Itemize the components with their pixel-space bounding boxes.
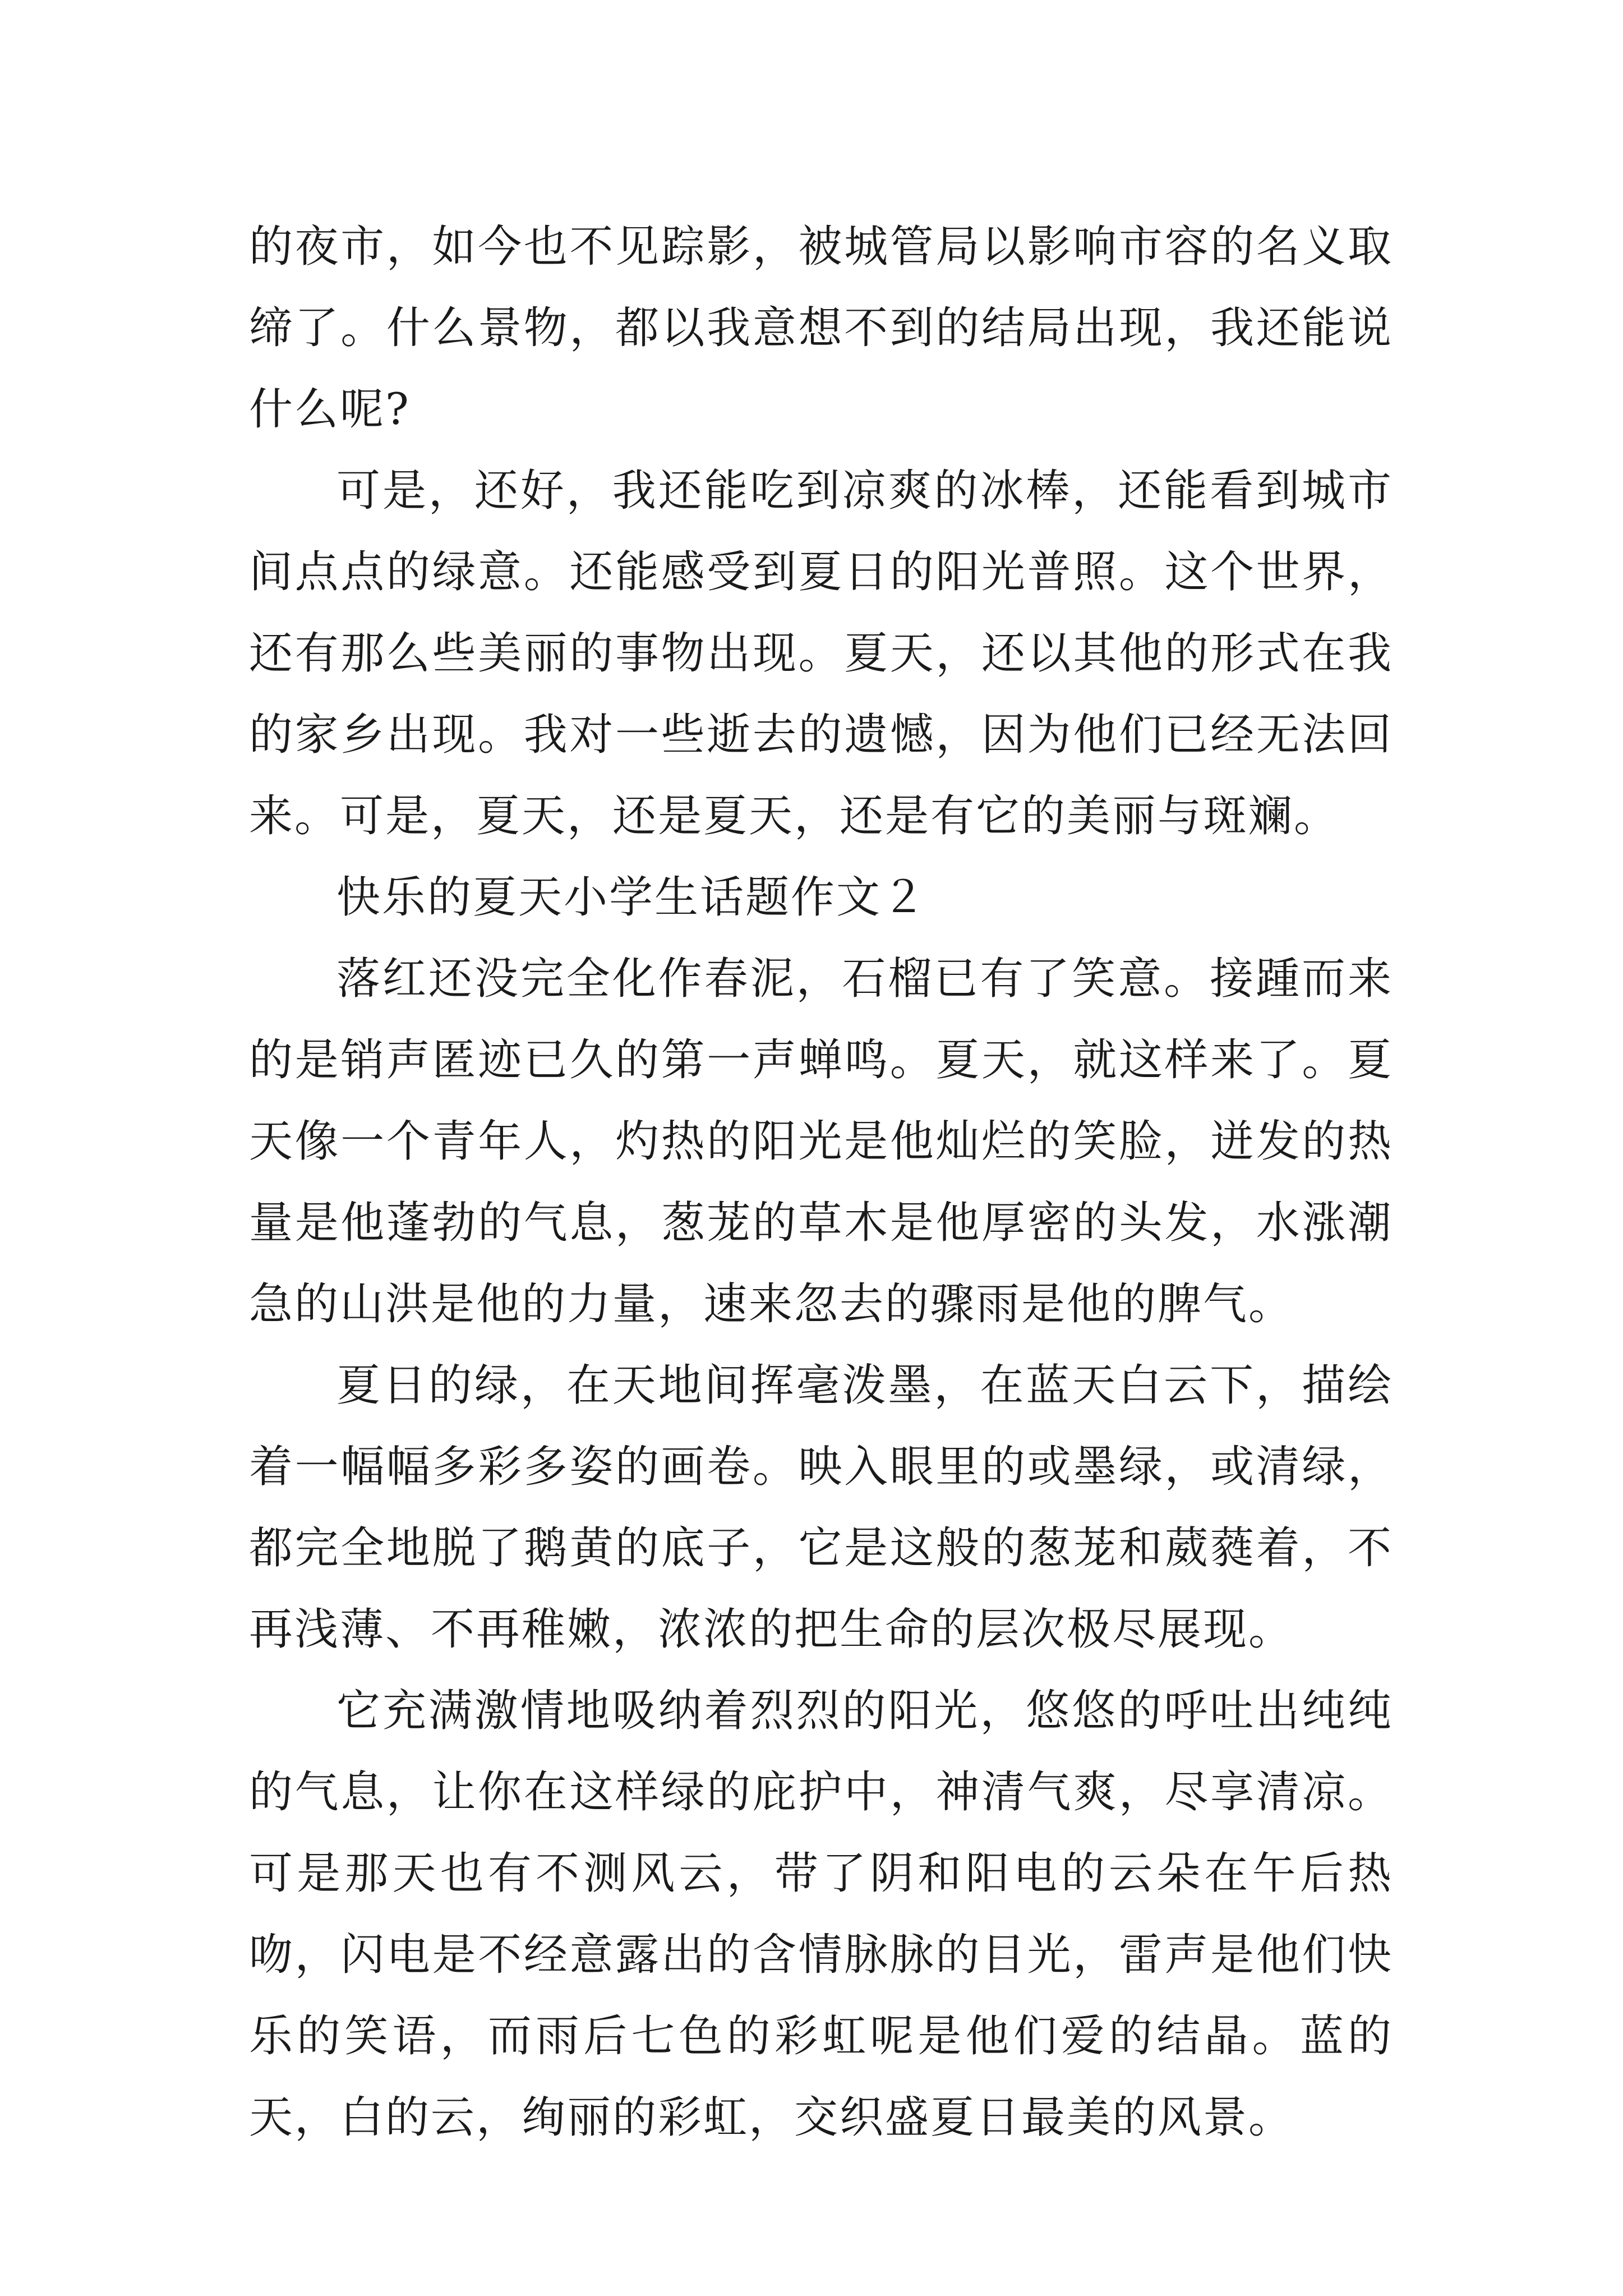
paragraph: 落红还没完全化作春泥，石榴已有了笑意。接踵而来的是销声匿迹已久的第一声蝉鸣。夏天，就这样来了。夏天像一个青年人，灼热的阳光是他灿烂的笑脸，迸发的热量是他蓬勃的气息，葱茏的草木是他厚密的头发，水涨潮急的山洪是他的力量，速来忽去的骤雨是他的脾气。 bbox=[249, 954, 1393, 1329]
paragraph: 可是，还好，我还能吃到凉爽的冰棒，还能看到城市间点点的绿意。还能感受到夏日的阳光普照。这个世界，还有那么些美丽的事物出现。夏天，还以其他的形式在我的家乡出现。我对一些逝去的遗憾，因为他们已经无法回来。可是，夏天，还是夏天，还是有它的美丽与斑斓。 bbox=[249, 466, 1393, 841]
paragraph-continuation: 的夜市，如今也不见踪影，被城管局以影响市容的名义取缔了。什么景物，都以我意想不到的结局出现，我还能说什么呢? bbox=[249, 222, 1393, 435]
paragraph: 夏日的绿，在天地间挥毫泼墨，在蓝天白云下，描绘着一幅幅多彩多姿的画卷。映入眼里的或墨绿，或清绿，都完全地脱了鹅黄的底子，它是这般的葱茏和葳蕤着，不再浅薄、不再稚嫩，浓浓的把生命的层次极尽展现。 bbox=[249, 1360, 1393, 1655]
document-body bbox=[249, 206, 1393, 2159]
essay-heading: 快乐的夏天小学生话题作文２ bbox=[336, 872, 928, 923]
paragraph: 它充满激情地吸纳着烈烈的阳光，悠悠的呼吐出纯纯的气息，让你在这样绿的庇护中，神清气爽，尽享清凉。可是那天也有不测风云，带了阴和阳电的云朵在午后热吻，闪电是不经意露出的含情脉脉的目光，雷声是他们快乐的笑语，而雨后七色的彩虹呢是他们爱的结晶。蓝的天，白的云，绚丽的彩虹，交织盛夏日最美的风景。 bbox=[249, 1686, 1393, 2143]
